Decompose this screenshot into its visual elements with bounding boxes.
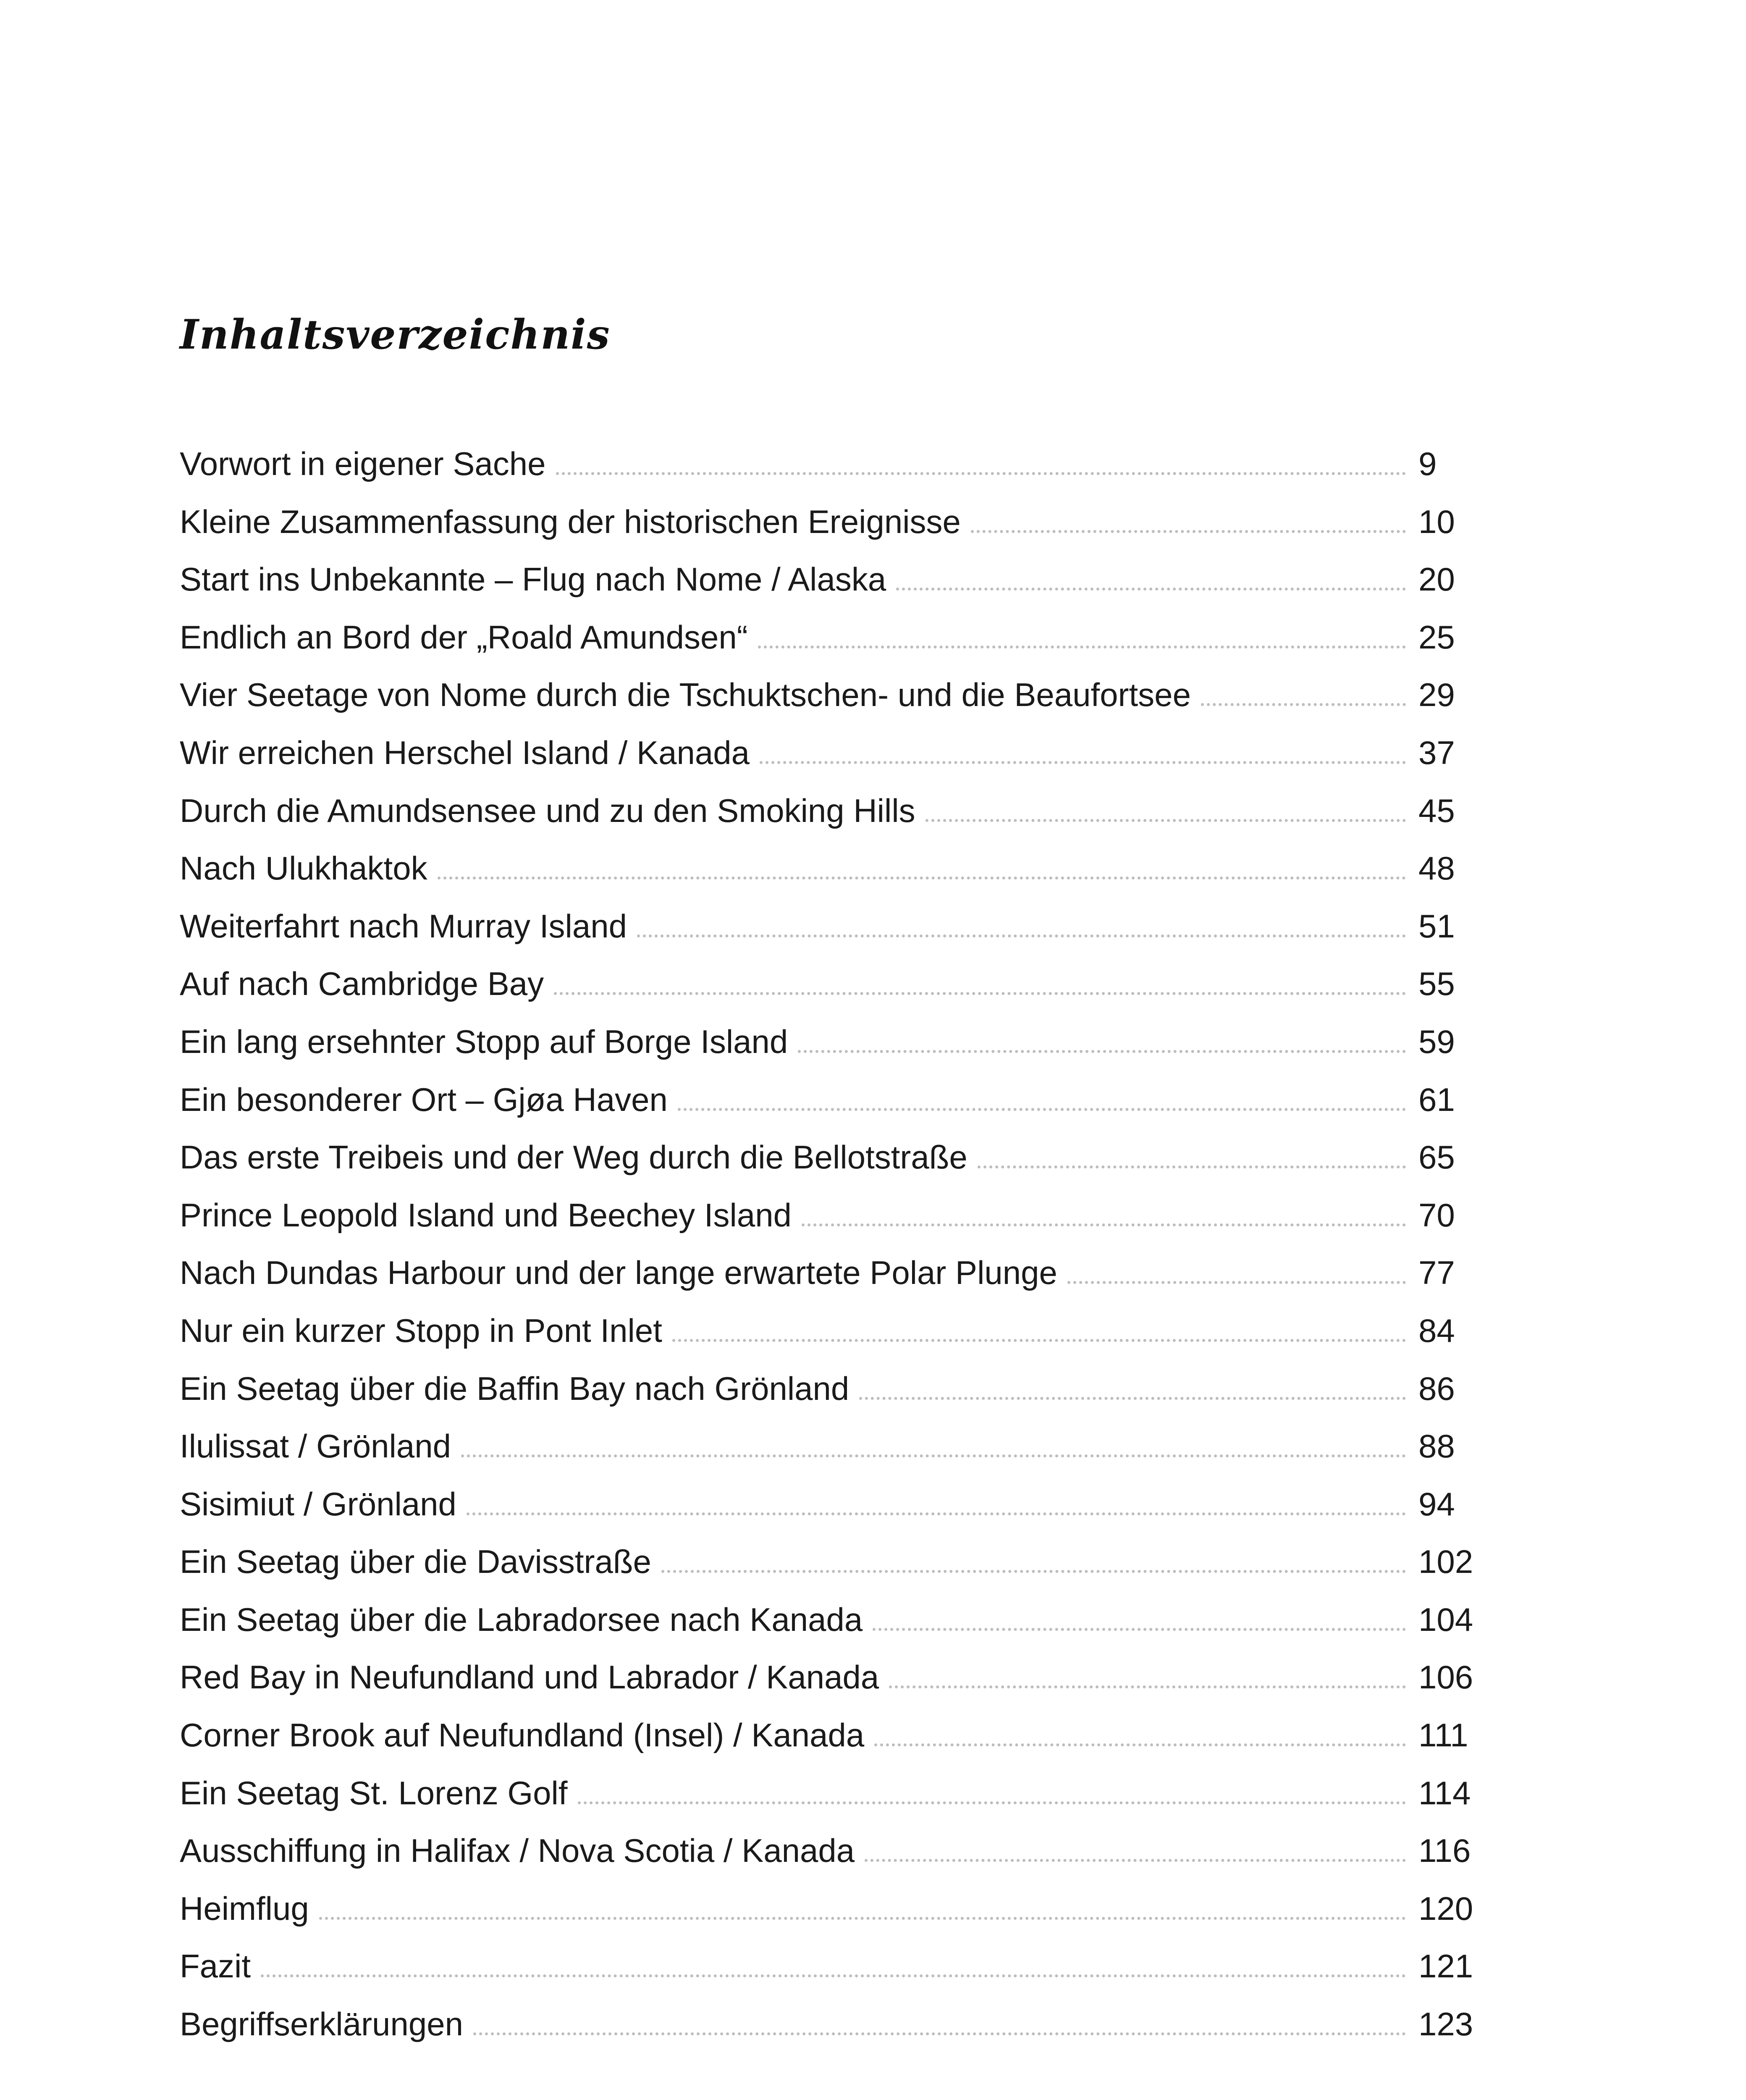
toc-entry	[180, 955, 1477, 1013]
toc-entry-page: 48	[1418, 850, 1455, 887]
toc-entry	[180, 1418, 1477, 1475]
toc-heading: Inhaltsverzeichnis	[180, 311, 611, 358]
toc-entry-title: Ein Seetag über die Baffin Bay nach Grönland	[180, 1370, 849, 1407]
dot-leader	[859, 1397, 1406, 1400]
dot-leader	[758, 646, 1406, 648]
dot-leader	[578, 1801, 1406, 1804]
toc-entry	[180, 1360, 1477, 1418]
toc-entry-page: 88	[1418, 1428, 1455, 1465]
toc-entry-page: 9	[1418, 445, 1437, 482]
toc-entry-page: 106	[1418, 1659, 1473, 1696]
toc-entry-page: 20	[1418, 561, 1455, 598]
toc-entry-title: Wir erreichen Herschel Island / Kanada	[180, 734, 750, 771]
dot-leader	[556, 472, 1406, 475]
toc-entry	[180, 1937, 1477, 1995]
toc-entry-page: 61	[1418, 1081, 1455, 1118]
toc-entry	[180, 898, 1477, 956]
toc-entry-page: 123	[1418, 2006, 1473, 2043]
toc-entry-page: 77	[1418, 1254, 1455, 1292]
toc-entry-title: Ilulissat / Grönland	[180, 1428, 451, 1465]
toc-entry	[180, 1995, 1477, 2053]
dot-leader	[661, 1570, 1406, 1573]
dot-leader	[678, 1108, 1406, 1111]
toc-entry-page: 37	[1418, 734, 1455, 771]
toc-entry-page: 59	[1418, 1023, 1455, 1060]
dot-leader	[637, 934, 1406, 937]
toc-entry-page: 45	[1418, 792, 1455, 829]
toc-entry	[180, 724, 1477, 782]
toc-entry	[180, 1475, 1477, 1533]
toc-entry	[180, 1244, 1477, 1302]
toc-entry-page: 84	[1418, 1312, 1455, 1349]
toc-entry-title: Durch die Amundsensee und zu den Smoking Hills	[180, 792, 915, 829]
toc-entry	[180, 1302, 1477, 1360]
toc-entry-title: Ein lang ersehnter Stopp auf Borge Island	[180, 1023, 788, 1060]
dot-leader	[319, 1917, 1406, 1920]
dot-leader	[802, 1223, 1406, 1226]
dot-leader	[672, 1339, 1406, 1342]
toc-entry-title: Begriffserklärungen	[180, 2006, 463, 2043]
dot-leader	[874, 1743, 1406, 1746]
toc-entry	[180, 1706, 1477, 1764]
toc-entry	[180, 1764, 1477, 1822]
toc-entry	[180, 1013, 1477, 1071]
toc-entry-title: Ein Seetag St. Lorenz Golf	[180, 1774, 568, 1811]
dot-leader	[467, 1512, 1406, 1515]
toc-entry-title: Weiterfahrt nach Murray Island	[180, 907, 627, 945]
toc-entry-title: Kleine Zusammenfassung der historischen Ereignisse	[180, 503, 961, 540]
toc-entry-page: 86	[1418, 1370, 1455, 1407]
toc-entry-page: 102	[1418, 1543, 1473, 1580]
toc-entry-title: Ein besonderer Ort – Gjøa Haven	[180, 1081, 668, 1118]
dot-leader	[760, 761, 1406, 764]
dot-leader	[978, 1166, 1406, 1168]
toc-entry-title: Ein Seetag über die Labradorsee nach Kanada	[180, 1601, 863, 1638]
toc-entry-title: Fazit	[180, 1948, 251, 1985]
toc-entry-page: 55	[1418, 965, 1455, 1003]
dot-leader	[473, 2032, 1406, 2035]
toc-list	[180, 435, 1477, 2053]
dot-leader	[798, 1050, 1406, 1053]
toc-entry-title: Sisimiut / Grönland	[180, 1485, 456, 1522]
toc-entry	[180, 666, 1477, 724]
toc-entry-page: 114	[1418, 1774, 1471, 1811]
dot-leader	[889, 1685, 1406, 1688]
toc-entry-title: Nach Ulukhaktok	[180, 850, 427, 887]
toc-entry-page: 51	[1418, 907, 1455, 945]
toc-entry-page: 70	[1418, 1196, 1455, 1234]
toc-entry-page: 94	[1418, 1485, 1455, 1522]
toc-entry-page: 111	[1418, 1717, 1468, 1754]
toc-entry-title: Nur ein kurzer Stopp in Pont Inlet	[180, 1312, 662, 1349]
dot-leader	[438, 877, 1406, 879]
toc-entry-page: 120	[1418, 1890, 1473, 1927]
toc-entry-page: 121	[1418, 1948, 1473, 1985]
toc-entry	[180, 1880, 1477, 1938]
toc-entry	[180, 1533, 1477, 1591]
toc-entry	[180, 551, 1477, 609]
toc-entry-title: Vier Seetage von Nome durch die Tschuktschen- und die Beaufortsee	[180, 676, 1191, 714]
toc-entry-page: 104	[1418, 1601, 1473, 1638]
toc-entry-page: 10	[1418, 503, 1455, 540]
dot-leader	[554, 992, 1406, 995]
toc-entry-title: Heimflug	[180, 1890, 309, 1927]
toc-entry-title: Ausschiffung in Halifax / Nova Scotia / Kanada	[180, 1832, 855, 1869]
toc-entry	[180, 1648, 1477, 1706]
toc-entry-title: Vorwort in eigener Sache	[180, 445, 546, 482]
toc-entry-title: Corner Brook auf Neufundland (Insel) / Kanada	[180, 1717, 865, 1754]
toc-entry	[180, 493, 1477, 551]
dot-leader	[1201, 703, 1406, 706]
toc-entry	[180, 782, 1477, 840]
toc-entry	[180, 1129, 1477, 1186]
toc-entry-page: 25	[1418, 618, 1455, 656]
dot-leader	[261, 1974, 1406, 1977]
dot-leader	[896, 588, 1406, 591]
toc-entry-page: 29	[1418, 676, 1455, 714]
dot-leader	[925, 819, 1406, 822]
toc-entry-title: Prince Leopold Island und Beechey Island	[180, 1196, 792, 1234]
dot-leader	[461, 1454, 1406, 1457]
toc-entry	[180, 1822, 1477, 1880]
toc-entry-page: 65	[1418, 1139, 1455, 1176]
toc-entry	[180, 1591, 1477, 1649]
toc-entry	[180, 609, 1477, 667]
toc-entry	[180, 435, 1477, 493]
toc-entry	[180, 1071, 1477, 1129]
toc-entry-title: Start ins Unbekannte – Flug nach Nome / Alaska	[180, 561, 886, 598]
toc-entry-title: Red Bay in Neufundland und Labrador / Kanada	[180, 1659, 879, 1696]
dot-leader	[865, 1859, 1406, 1862]
dot-leader	[971, 530, 1406, 533]
toc-entry-title: Ein Seetag über die Davisstraße	[180, 1543, 651, 1580]
toc-entry-title: Endlich an Bord der „Roald Amundsen“	[180, 618, 748, 656]
toc-entry	[180, 840, 1477, 898]
toc-entry-page: 116	[1418, 1832, 1471, 1869]
dot-leader	[873, 1628, 1406, 1631]
toc-entry-title: Auf nach Cambridge Bay	[180, 965, 544, 1003]
dot-leader	[1067, 1281, 1406, 1284]
toc-entry-title: Nach Dundas Harbour und der lange erwartete Polar Plunge	[180, 1254, 1057, 1292]
toc-entry	[180, 1186, 1477, 1244]
toc-entry-title: Das erste Treibeis und der Weg durch die Bellotstraße	[180, 1139, 967, 1176]
